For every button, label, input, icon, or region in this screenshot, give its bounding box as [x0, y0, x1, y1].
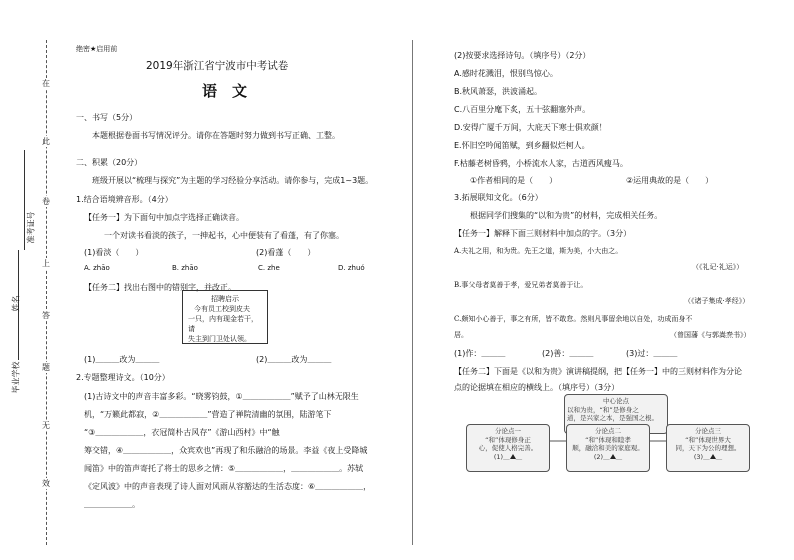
- r-task2-line1: 【任务二】下面是《以和为贵》演讲稿提纲，把【任务一】中的三则材料作为分论: [454, 367, 742, 376]
- choose-allusion: ②运用典故的是（ ）: [626, 176, 714, 185]
- q3-text: 根据同学们搜集的“以和为贵”的材料，完成相关任务。: [470, 211, 663, 220]
- choose-same-author: ①作者相同的是（ ）: [470, 176, 558, 185]
- gutter-char: 在: [42, 79, 50, 88]
- option-a: A. zhāo: [84, 264, 110, 272]
- triangle-icon: [710, 454, 716, 459]
- gutter-char: 无: [42, 421, 50, 430]
- binding-line: [46, 40, 47, 545]
- poem-option-f: F.枯藤老树昏鸦，小桥流水人家，古道西风瘦马。: [454, 159, 628, 168]
- secret-mark: 绝密★启用前: [76, 45, 118, 53]
- material-a: A.夫礼之用，和为贵。先王之道，斯为美，小大由之。: [454, 247, 623, 255]
- poem-line: ＿＿＿＿＿＿。: [84, 500, 140, 509]
- notice-line: 失主到门卫处认领。: [188, 335, 251, 343]
- section1-title: 一、书写（5分）: [76, 113, 138, 122]
- sub-thesis-text: “和”体现和睦孝: [585, 435, 631, 444]
- q2-title: 2.专题整理诗文。（10分）: [76, 373, 170, 382]
- sub-thesis-blank: (1): [493, 452, 504, 461]
- subject-title: 语 文: [202, 82, 248, 100]
- material-c-line2: 居。: [454, 331, 468, 339]
- poem-option-c: C.八百里分麾下炙，五十弦翻塞外声。: [454, 105, 591, 114]
- option-d: D. zhuó: [338, 264, 365, 272]
- fix2-blank: (2)＿＿＿改为＿＿＿: [256, 355, 332, 364]
- central-thesis-title: 中心论点: [603, 397, 629, 405]
- sub2-blank: (2)看蓬（ ）: [256, 248, 316, 257]
- r-q2-2-title: (2)按要求选择诗句。（填序号）（2分）: [454, 51, 591, 60]
- sub-thesis-blank: (3): [693, 452, 704, 461]
- q3-title: 3.拓展联知文化。（6分）: [454, 193, 543, 202]
- gutter-char: 效: [42, 479, 50, 488]
- exam-title: 2019年浙江省宁波市中考试卷: [146, 60, 289, 72]
- section2-title: 二、积累（20分）: [76, 158, 143, 167]
- sub-thesis-text: 心，促使人格完善。: [478, 444, 538, 452]
- poem-option-e: E.怀旧空吟闻笛赋，到乡翻似烂柯人。: [454, 141, 590, 150]
- sub-thesis-blank: (2): [593, 452, 604, 461]
- name-label: 姓名: [11, 295, 21, 312]
- sub-thesis-text: 顺，融洽和美的家庭观。: [572, 444, 644, 452]
- sub-thesis-title: 分论点三: [695, 427, 721, 435]
- fill-2: (2)善：＿＿＿: [542, 349, 594, 358]
- material-c-line1: C.颇知小心善于，事之有所，皆不敢怠。然则凡事留余地以自处，功成而身不: [454, 315, 693, 323]
- exam-id-label: 准考证号: [26, 211, 36, 244]
- sub-thesis-3-box: 分论点三 “和”体现世界大 同，天下为公的理想。 (3)＿ ＿: [666, 424, 750, 472]
- q1-title: 1.结合语境辨音形。（4分）: [76, 195, 173, 204]
- gutter-char: 答: [42, 311, 50, 320]
- section2-intro: 班级开展以“梳理与探究”为主题的学习经验分享活动。请你参与，完成1~3题。: [92, 176, 374, 185]
- task2-title: 【任务二】找出右图中的错别字，并改正。: [84, 283, 236, 292]
- source-a: （《礼记·礼运》）: [692, 263, 744, 271]
- notice-line: 今有员工校到皮夫: [194, 305, 250, 313]
- task1-title: 【任务一】为下面句中加点字选择正确读音。: [84, 213, 244, 222]
- sub-thesis-text: “和”体现修身正: [485, 435, 531, 444]
- poem-option-d: D.安得广厦千万间，大庇天下寒士俱欢颜！: [454, 123, 607, 132]
- poem-option-b: B.秋风萧瑟，洪波涌起。: [454, 87, 543, 96]
- r-task2-line2: 点的论据填在相应的横线上。（填序号）（3分）: [454, 383, 620, 392]
- option-b: B. zhāo: [172, 264, 198, 272]
- exam-id-line: [24, 150, 25, 250]
- material-b: B.事父母者莫善于孝，爱兄弟者莫善于让。: [454, 281, 588, 289]
- poem-line: 筹交错，④＿＿＿＿＿＿，众宾欢也”再现了和乐融洽的场景。李益《夜上受降城: [84, 446, 368, 455]
- fix1-blank: (1)＿＿＿改为＿＿＿: [84, 355, 160, 364]
- source-b: （《诸子集成·孝经》）: [684, 297, 750, 305]
- sub-thesis-text: 同，天下为公的理想。: [675, 444, 741, 452]
- poem-line: “③＿＿＿＿＿＿，衣冠简朴古风存”《游山西村》中“触: [84, 428, 280, 437]
- sub-thesis-title: 分论点一: [495, 427, 521, 435]
- poem-line: 机，“万籁此都寂，②＿＿＿＿＿＿”营造了禅院清幽的氛围，陆游笔下: [84, 410, 332, 419]
- column-divider: [412, 40, 413, 545]
- notice-title: 招聘启示: [211, 295, 239, 303]
- triangle-icon: [510, 454, 516, 459]
- notice-line: 一只，内有现金若干，请: [188, 315, 258, 333]
- source-c: （曾国藩《与郭嵩焘书》）: [670, 331, 751, 339]
- central-thesis-text: 以和为贵，“和”是修身之: [567, 405, 639, 414]
- gutter-char: 题: [42, 363, 50, 372]
- gutter-char: 此: [42, 137, 50, 146]
- section1-text: 本题根据卷面书写情况评分。请你在答题时努力做到书写正确、工整。: [92, 131, 340, 140]
- r-task1: 【任务一】解释下面三则材料中加点的字。（3分）: [454, 229, 632, 238]
- fill-1: (1)作：＿＿＿: [454, 349, 506, 358]
- triangle-icon: [610, 454, 616, 459]
- notice-image: [182, 290, 268, 344]
- sub1-blank: (1)看淡（ ）: [84, 248, 144, 257]
- task1-sentence: 一个对读书看淡的孩子，一抻起书，心中便装有了看蓬，有了你塞。: [104, 231, 344, 240]
- option-c: C. zhe: [258, 264, 280, 272]
- central-thesis-text: 道，是兴家之本，是强国之根。: [567, 414, 658, 422]
- poem-line: 闻笛》中的笛声寄托了将士的思乡之情：⑤＿＿＿＿＿＿，＿＿＿＿＿＿。苏轼: [84, 464, 364, 473]
- school-label: 毕业学校: [11, 361, 21, 394]
- sub-thesis-title: 分论点二: [595, 427, 621, 435]
- fill-3: (3)过：＿＿＿: [626, 349, 678, 358]
- poem-line: 《定风波》中的声音表现了诗人面对风雨从容豁达的生活态度：⑥＿＿＿＿＿＿，: [84, 482, 372, 491]
- poem-line: (1)古诗文中的声音丰富多彩。“晓雾钧鼓，①＿＿＿＿＿＿”赋予了山林无限生: [84, 392, 359, 401]
- sub-thesis-1-box: 分论点一 “和”体现修身正 心，促使人格完善。 (1)＿ ＿: [466, 424, 550, 472]
- gutter-char: 卷: [42, 197, 50, 206]
- sub-thesis-2-box: 分论点二 “和”体现和睦孝 顺，融洽和美的家庭观。 (2)＿ ＿: [566, 424, 650, 472]
- sub-thesis-text: “和”体现世界大: [685, 435, 731, 444]
- gutter-char: 上: [42, 259, 50, 268]
- poem-option-a: A.感时花溅泪，恨别鸟惊心。: [454, 69, 558, 78]
